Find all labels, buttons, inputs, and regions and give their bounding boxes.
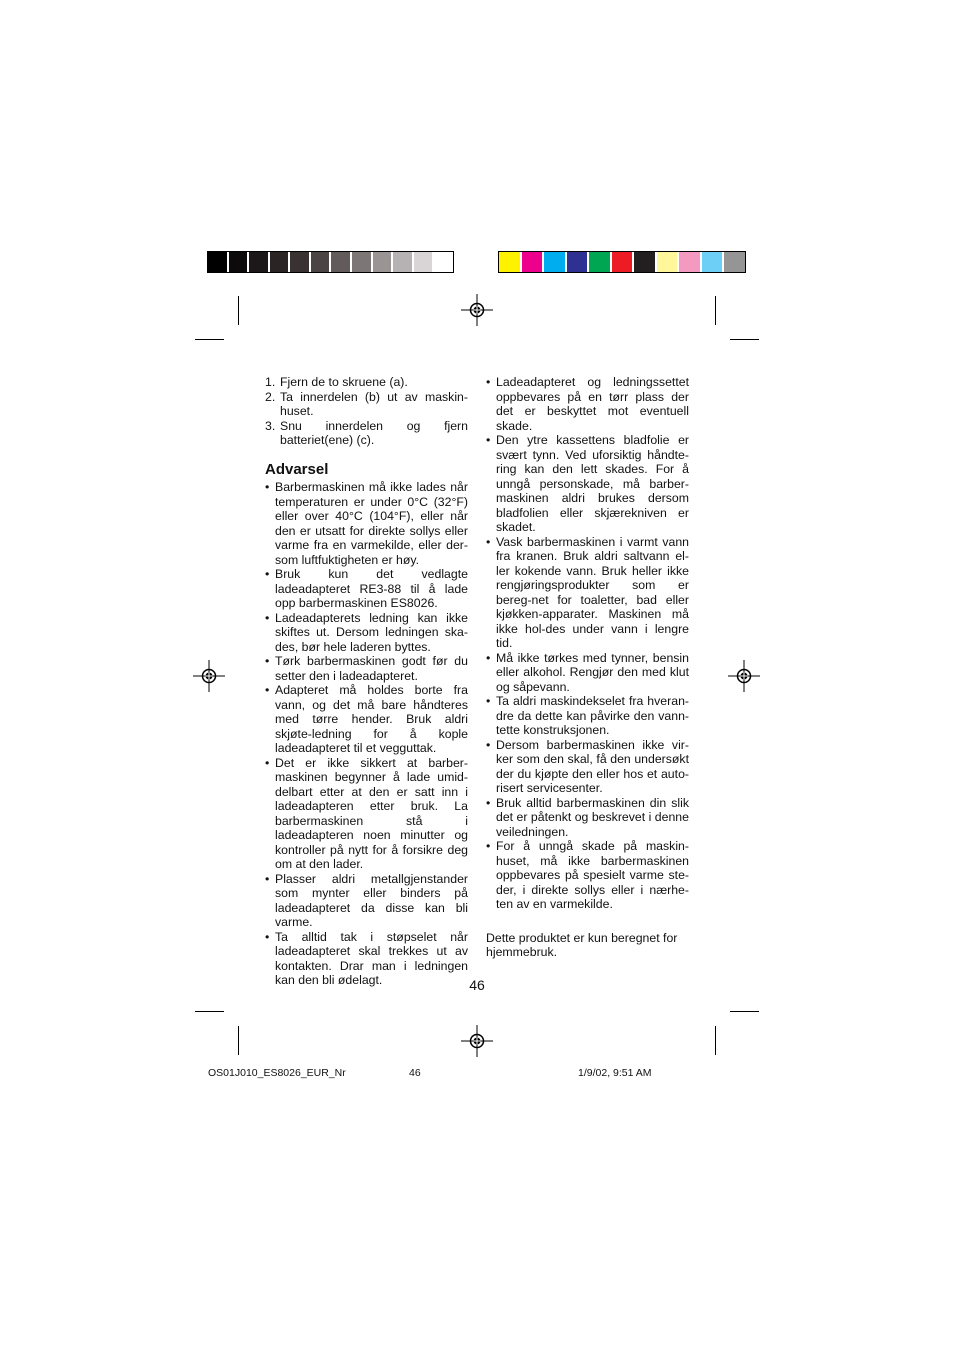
color-swatch bbox=[589, 252, 612, 272]
list-item: • For å unngå skade på maskin-huset, må ikke barbermaskinen oppbevares på spesielt varme ste-der, i direkte sollys eller i nærhe-ten av en varmekilde. bbox=[486, 839, 689, 912]
step-text: Fjern de to skruene (a). bbox=[280, 375, 408, 389]
color-swatch bbox=[612, 252, 635, 272]
color-swatch bbox=[702, 252, 725, 272]
color-swatch bbox=[657, 252, 680, 272]
right-column bbox=[486, 375, 689, 960]
color-calibration-bar bbox=[498, 251, 746, 273]
list-item: • Det er ikke sikkert at barber-maskinen begynner å lade umid-delbart etter at den er satt inn i ladeadapteren etter bruk. La barbermaskinen stå i ladeadapteren noen minutter og kontroller på nytt for å forsikre deg om at den lader. bbox=[265, 756, 468, 872]
list-item: • Adapteret må holdes borte fra vann, og det må bare håndteres med tørre hender. Bruk aldri skjøte-ledning for å kople ladeadapteret til et vegguttak. bbox=[265, 683, 468, 756]
crop-mark bbox=[730, 339, 759, 340]
step-text: Snu innerdelen og fjern batteriet(ene) (c). bbox=[280, 418, 468, 447]
crop-mark bbox=[195, 339, 224, 340]
step-number: 1. bbox=[265, 375, 276, 389]
color-swatch bbox=[249, 252, 270, 272]
color-swatch bbox=[499, 252, 522, 272]
list-item: • Ta aldri maskindekselet fra hveran-dre da dette kan påvirke den vann-tette konstruksjonen. bbox=[486, 694, 689, 738]
list-item: • Bruk kun det vedlagte ladeadapteret RE3-88 til å lade opp barbermaskinen ES8026. bbox=[265, 567, 468, 611]
color-swatch bbox=[373, 252, 394, 272]
footer-filename: OS01J010_ES8026_EUR_Nr bbox=[208, 1067, 346, 1079]
list-item: • Vask barbermaskinen i varmt vann fra kranen. Bruk aldri saltvann el-ler kokende vann. Bruk heller ikke rengjøringsprodukter som er bereg-net for toaletter, bad eller kjøkken-apparater. Maskinen må ikke hol-des under vann i lengre tid. bbox=[486, 535, 689, 651]
color-swatch bbox=[331, 252, 352, 272]
color-swatch bbox=[270, 252, 291, 272]
list-item bbox=[265, 390, 468, 419]
grayscale-calibration-bar bbox=[207, 251, 454, 273]
usage-note: Dette produktet er kun beregnet for hjemmebruk. bbox=[486, 930, 678, 959]
color-swatch bbox=[208, 252, 229, 272]
list-item: • Dersom barbermaskinen ikke vir-ker som den skal, få den undersøkt der du kjøpte den eller hos et auto-risert servicesenter. bbox=[486, 738, 689, 796]
list-item bbox=[265, 375, 468, 390]
registration-mark-icon bbox=[461, 294, 493, 326]
crop-mark bbox=[195, 1011, 224, 1012]
color-swatch bbox=[393, 252, 414, 272]
steps-list bbox=[265, 375, 468, 448]
list-item: • Ta alltid tak i støpselet når ladeadapteret skal trekkes ut av kontakten. Drar man i ledningen kan den bli ødelagt. bbox=[265, 930, 468, 988]
list-item bbox=[265, 419, 468, 448]
list-item: • Barbermaskinen må ikke lades når temperaturen er under 0°C (32°F) eller over 40°C (104°F), eller når den er utsatt for direkte sollys eller varme fra en varmekilde, eller der-som luftfuktigheten er høy. bbox=[265, 480, 468, 567]
left-column bbox=[265, 375, 468, 988]
list-item: • Ladeadapteret og ledningssettet oppbevares på en tørr plass der det er beskyttet mot eventuell skade. bbox=[486, 375, 689, 433]
list-item: • Ladeadapterets ledning kan ikke skiftes ut. Dersom ledningen ska-des, bør hele laderen byttes. bbox=[265, 611, 468, 655]
color-swatch bbox=[311, 252, 332, 272]
registration-mark-icon bbox=[461, 1025, 493, 1057]
section-heading: Advarsel bbox=[265, 460, 329, 478]
crop-mark bbox=[715, 296, 716, 325]
registration-mark-icon bbox=[193, 660, 225, 692]
color-swatch bbox=[679, 252, 702, 272]
color-swatch bbox=[544, 252, 567, 272]
warning-list-continued bbox=[486, 375, 689, 912]
step-text: Ta innerdelen (b) ut av maskin-huset. bbox=[280, 389, 468, 418]
color-swatch bbox=[567, 252, 590, 272]
crop-mark bbox=[715, 1026, 716, 1055]
step-number: 2. bbox=[265, 389, 276, 404]
color-swatch bbox=[634, 252, 657, 272]
warning-list bbox=[265, 480, 468, 988]
step-number: 3. bbox=[265, 418, 276, 433]
crop-mark bbox=[238, 1026, 239, 1055]
color-swatch bbox=[414, 252, 435, 272]
color-swatch bbox=[290, 252, 311, 272]
color-swatch bbox=[229, 252, 250, 272]
footer-page: 46 bbox=[409, 1067, 421, 1079]
color-swatch bbox=[724, 252, 745, 272]
list-item: • Den ytre kassettens bladfolie er svært tynn. Ved uforsiktig håndte-ring kan den lett skades. For å unngå personskade, må barber-maskinen aldri brukes dersom bladfolien eller skjærekniven er skadet. bbox=[486, 433, 689, 535]
footer-timestamp: 1/9/02, 9:51 AM bbox=[578, 1067, 652, 1079]
color-swatch bbox=[434, 252, 453, 272]
color-swatch bbox=[522, 252, 545, 272]
list-item: • Tørk barbermaskinen godt før du setter den i ladeadapteret. bbox=[265, 654, 468, 683]
list-item: • Må ikke tørkes med tynner, bensin eller alkohol. Rengjør den med klut og såpevann. bbox=[486, 651, 689, 695]
registration-mark-icon bbox=[728, 660, 760, 692]
color-swatch bbox=[352, 252, 373, 272]
crop-mark bbox=[238, 296, 239, 325]
page-number: 46 bbox=[469, 977, 485, 993]
list-item: • Plasser aldri metallgjenstander som mynter eller binders på ladeadapteret da disse kan bli varme. bbox=[265, 872, 468, 930]
list-item: • Bruk alltid barbermaskinen din slik det er påtenkt og beskrevet i denne veiledningen. bbox=[486, 796, 689, 840]
crop-mark bbox=[730, 1011, 759, 1012]
